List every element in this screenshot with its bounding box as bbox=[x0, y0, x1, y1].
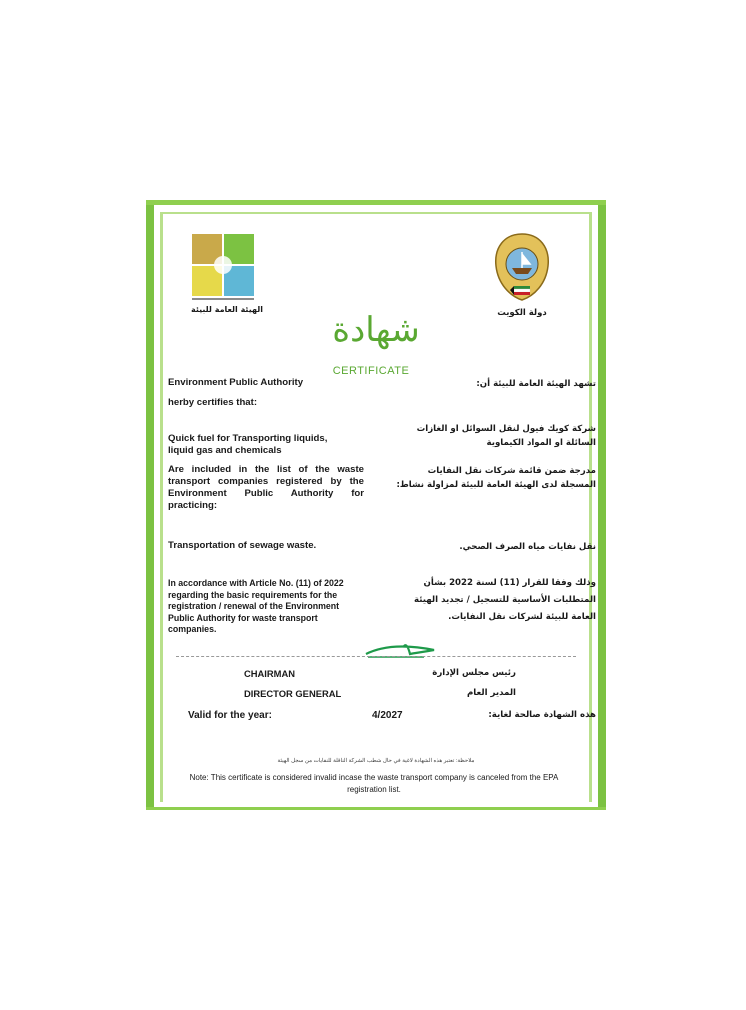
company-en: Quick fuel for Transporting liquids, liquid gas and chemicals bbox=[168, 433, 328, 456]
included-ar: مدرجة ضمن قائمة شركات نقل النفايات المسجلة لدى الهيئة العامة للبيئة لمزاولة نشاط: bbox=[396, 466, 596, 490]
article-ar: وذلك وفقا للقرار (11) لسنة 2022 بشأن المتطلبات الأساسية للتسجيل / تجديد الهيئة العامة للبيئة لشركات نقل النفايات. bbox=[414, 578, 596, 622]
chairman-en: CHAIRMAN bbox=[244, 668, 296, 679]
title-ar: شهادة bbox=[332, 310, 420, 350]
title-calligraphy bbox=[326, 310, 426, 368]
valid-label-en: Valid for the year: bbox=[188, 710, 272, 721]
note-ar: ملاحظة: تعتبر هذه الشهادة لاغية في حال شطب الشركة الناقلة للنفايات من سجل الهيئة bbox=[277, 758, 475, 764]
signature-line bbox=[176, 656, 576, 658]
director-en: DIRECTOR GENERAL bbox=[244, 688, 342, 699]
company-ar: شركة كويك فيول لنقل السوائل او الغازات السائلة او المواد الكيماوية bbox=[416, 424, 596, 448]
valid-value: 4/2027 bbox=[372, 710, 403, 721]
included-en: Are included in the list of the waste transport companies registered by the Environment Public Authority for practicing: bbox=[168, 464, 364, 511]
activity-ar: نقل نفايات مياه الصرف الصحي. bbox=[459, 542, 596, 552]
certifies-en: herby certifies that: bbox=[168, 397, 258, 408]
authority-en: Environment Public Authority bbox=[168, 377, 304, 388]
inner-border-left bbox=[160, 212, 163, 802]
activity-en: Transportation of sewage waste. bbox=[168, 540, 317, 551]
authority-name-ar: الهيئة العامة للبيئة bbox=[191, 305, 263, 314]
kuwait-emblem-icon bbox=[490, 230, 554, 306]
note-en: Note: This certificate is considered invalid incase the waste transport company is canceled from the EPA registration list. bbox=[189, 773, 559, 794]
frame-border-bottom bbox=[146, 807, 606, 810]
epa-logo bbox=[190, 232, 256, 302]
article-en: In accordance with Article No. (11) of 2022 regarding the basic requirements for the registration / renewal of the Environment Public Authority for waste transport companies. bbox=[168, 578, 344, 634]
valid-label-ar: هذه الشهادة صالحة لغاية: bbox=[488, 710, 596, 720]
title-en: CERTIFICATE bbox=[332, 365, 410, 377]
director-ar: المدير العام bbox=[466, 688, 516, 698]
frame-border-left bbox=[146, 200, 154, 810]
certificate bbox=[146, 200, 606, 810]
signature bbox=[364, 640, 444, 662]
frame-border-right bbox=[598, 200, 606, 810]
chairman-ar: رئيس مجلس الإدارة bbox=[432, 668, 516, 678]
state-name-ar: دولة الكويت bbox=[497, 308, 547, 318]
certifies-ar: تشهد الهيئة العامة للبيئة أن: bbox=[476, 379, 596, 389]
frame-border-top bbox=[146, 200, 606, 205]
inner-border-top bbox=[160, 212, 592, 214]
